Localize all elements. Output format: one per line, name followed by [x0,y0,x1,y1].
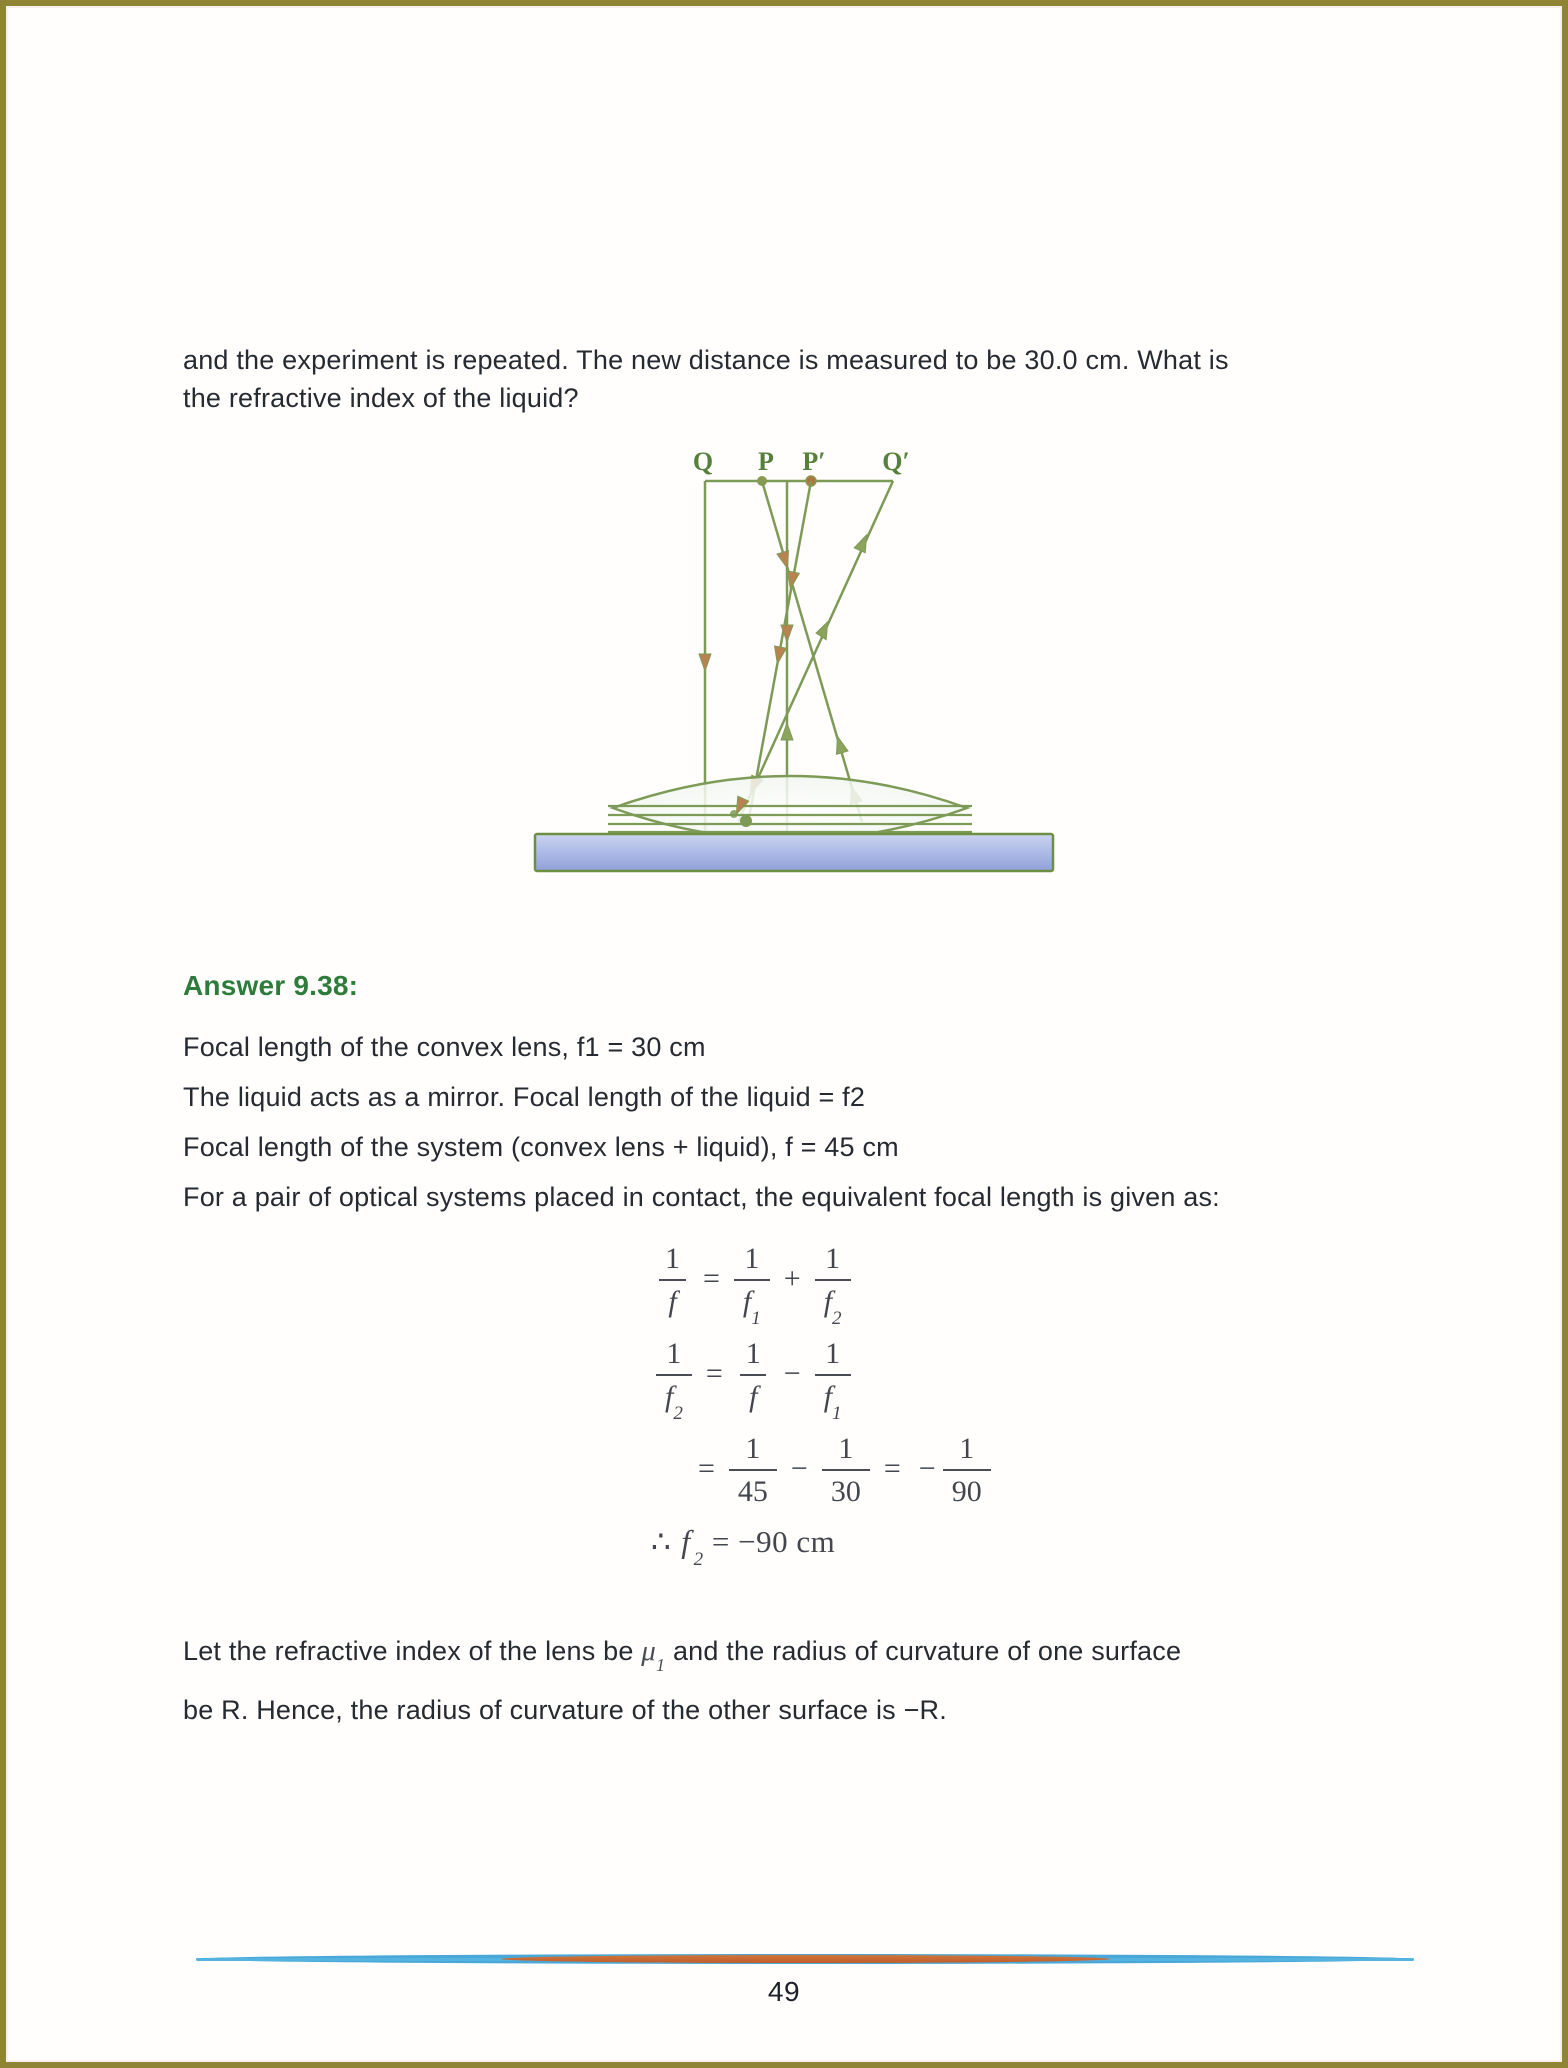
arrowhead-down [777,551,793,571]
question-line-2: the refractive index of the liquid? [183,383,579,413]
closing-paragraph [183,1627,1523,1735]
fraction-1-over-f: $\frac{1}{f}$ [737,1339,770,1412]
equals-sign: = [698,1451,715,1485]
ray-to-Q-prime [738,481,893,822]
therefore-symbol: ∴ [651,1524,672,1559]
divider-orange-ellipse [501,1955,1110,1963]
page-number: 49 [767,1976,801,2007]
mu-symbol: $\mu_1$ [641,1635,666,1675]
equals-sign: = [883,1451,901,1485]
fraction-1-over-f1: $\frac{1}{f_1}$ [815,1339,851,1412]
answer-heading: Answer 9.38: [183,970,359,1001]
focus-point-blob [740,815,752,827]
equals-sign: = [703,1261,720,1295]
label-Q: Q [692,447,714,476]
equation-1 [651,1242,996,1329]
arrowhead-down [771,646,786,665]
minus-sign: − [783,1356,801,1390]
arrowhead-up [815,619,833,639]
result-value: = −90 cm [711,1524,836,1559]
convex-lens [613,776,967,840]
fraction-1-over-f: $\frac{1}{f}$ [656,1244,689,1317]
plane-mirror [535,834,1053,871]
question-paragraph [183,341,1513,417]
closing-text: and the radius of curvature of one surface [665,1636,1182,1666]
plus-sign: + [783,1261,801,1295]
fraction-1-over-45: $\frac{1}{45}$ [729,1434,777,1507]
label-P: P [758,447,774,476]
answer-line-4: For a pair of optical systems placed in contact, the equivalent focal length is given as: [183,1182,1220,1212]
answer-line-3: Focal length of the system (convex lens + liquid), f = 45 cm [183,1132,899,1162]
fraction-1-over-f1: $\frac{1}{f_1}$ [734,1244,770,1317]
answer-section [183,970,1513,1228]
label-Q-prime: Q′ [882,447,910,476]
answer-line-1: Focal length of the convex lens, f1 = 30 cm [183,1032,706,1062]
arrowhead-up [832,735,848,755]
fraction-1-over-f2: $\frac{1}{f_2}$ [815,1244,851,1317]
answer-line-2: The liquid acts as a mirror. Focal length of the liquid = f2 [183,1082,866,1112]
equation-2 [651,1337,996,1424]
closing-text: Let the refractive index of the lens be [183,1636,642,1666]
equals-sign: = [705,1356,723,1390]
fraction-1-over-f2: $\frac{1}{f_2}$ [656,1339,692,1412]
equation-block [651,1242,996,1571]
f-symbol: f [681,1523,691,1559]
f-subscript: 2 [693,1549,704,1571]
equation-result [651,1523,996,1571]
question-line-1: and the experiment is repeated. The new distance is measured to be 30.0 cm. What is [183,345,1229,375]
footer-divider [196,1950,1414,1968]
fraction-1-over-30: $\frac{1}{30}$ [822,1434,870,1507]
minus-sign: − [918,1451,936,1485]
arrowhead-down [699,654,711,671]
equation-3 [689,1434,996,1507]
label-P-prime: P′ [802,447,826,476]
fraction-1-over-90: $\frac{1}{90}$ [943,1434,991,1507]
minus-sign: − [790,1451,808,1485]
lens-mirror-figure [450,440,1122,930]
closing-text-line-2: be R. Hence, the radius of curvature of the other surface is −R. [183,1694,947,1725]
